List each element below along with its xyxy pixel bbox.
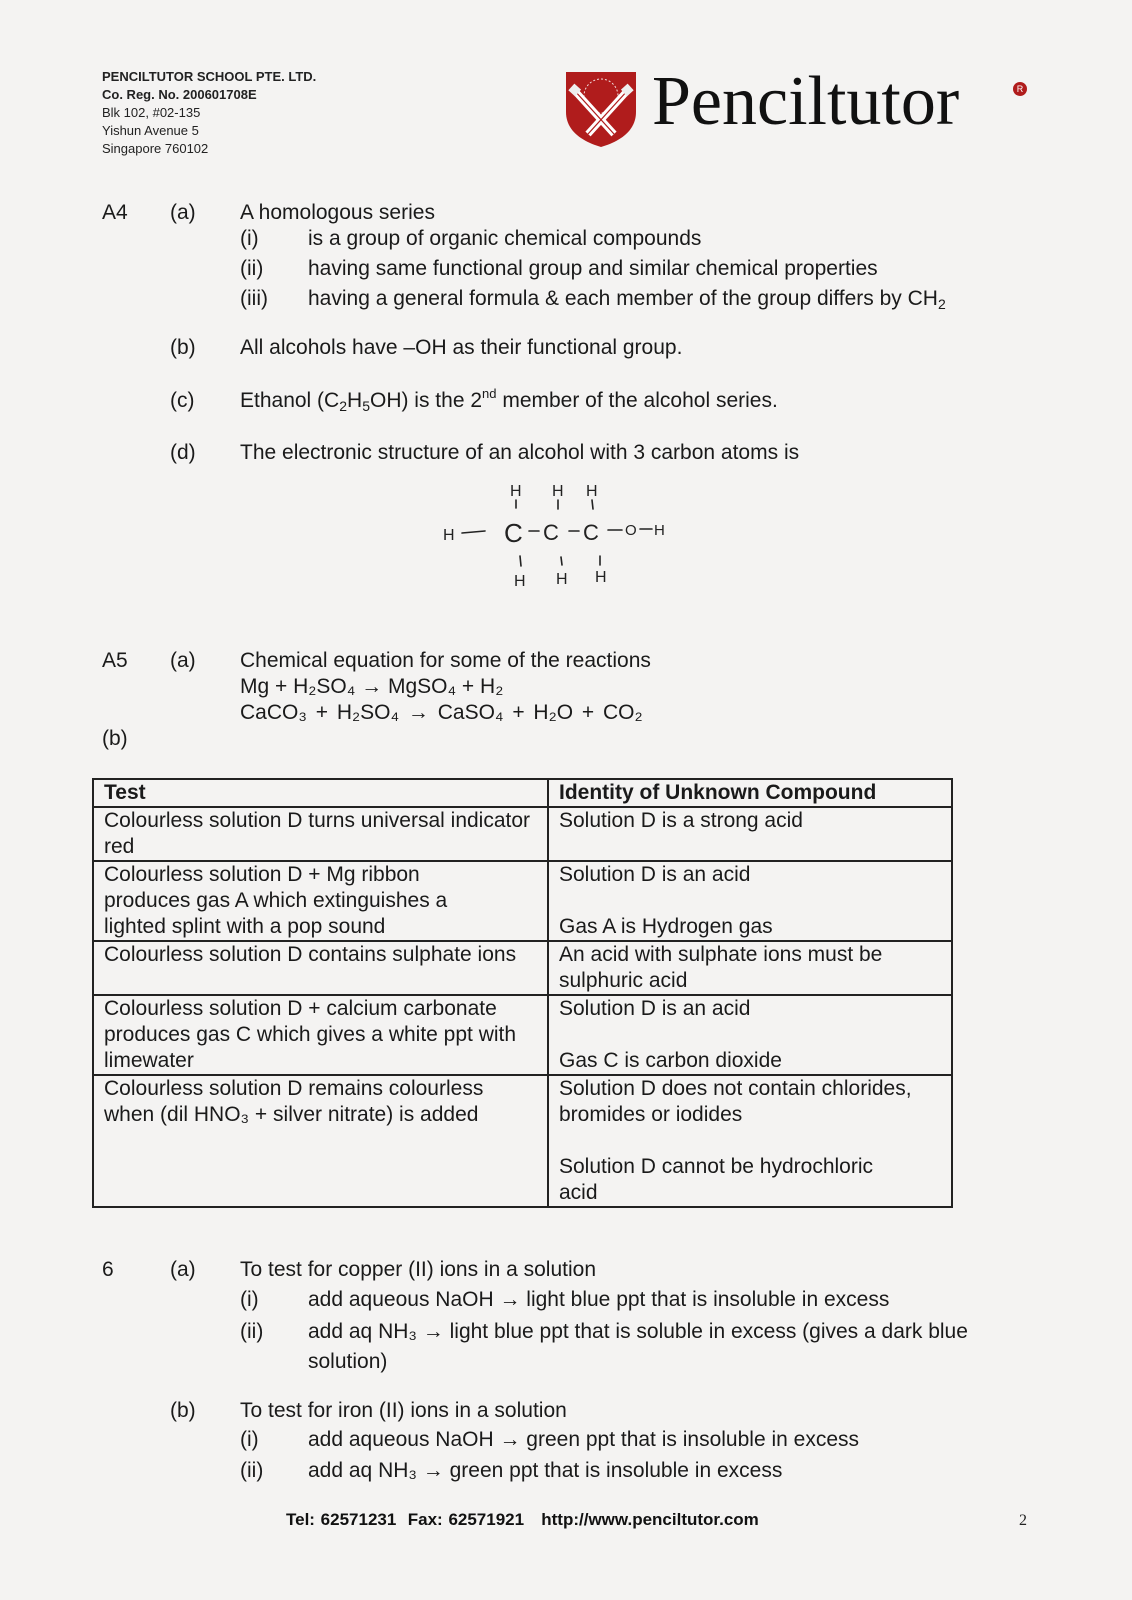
propanol-structure-diagram (440, 478, 690, 598)
question-number-a4: A4 (102, 201, 128, 224)
table-row (93, 807, 952, 861)
q6-a-item-2-cont: solution) (308, 1350, 388, 1373)
a4-a-label: (a) (170, 201, 196, 224)
logo-wordmark: Penciltutor (652, 63, 960, 140)
a4-a-text: A homologous series (240, 201, 435, 224)
question-number-a5: A5 (102, 649, 128, 672)
q6-b-label: (b) (170, 1399, 196, 1422)
pencil-shield-logo-icon (562, 68, 640, 148)
identity-cell (548, 1075, 952, 1207)
table-row (93, 861, 952, 941)
a4-d-label: (d) (170, 441, 196, 464)
a4-a-item-2-num: (ii) (240, 257, 264, 280)
q6-a-item-2-num: (ii) (240, 1320, 264, 1343)
identity-text: Solution D is an acid (559, 997, 751, 1020)
a4-a-item-1-num: (i) (240, 227, 259, 250)
column-header-identity: Identity of Unknown Compound (548, 779, 952, 807)
identity-text: Solution D is a strong acid (559, 809, 803, 832)
a5-a-text: Chemical equation for some of the reactions (240, 649, 651, 672)
chain-h-right: H (654, 522, 665, 539)
a4-a-item-3-text: having a general formula & each member of the group differs by CH (308, 287, 938, 310)
h-top-3: H (586, 483, 598, 500)
a5-a-label: (a) (170, 649, 196, 672)
q6-b-item-1-text: add aqueous NaOH → green ppt that is insoluble in excess (308, 1428, 859, 1451)
identity-text: Gas C is carbon dioxide (559, 1049, 782, 1072)
test-cell: Colourless solution D + calcium carbonate produces gas C which gives a white ppt with limewater (93, 995, 548, 1075)
q6-a-item-1-text: add aqueous NaOH → light blue ppt that is insoluble in excess (308, 1288, 890, 1311)
test-cell: Colourless solution D remains colourless when (dil HNO₃ + silver nitrate) is added (93, 1075, 548, 1207)
chain-c-3: C (583, 520, 599, 545)
q6-b-item-2-num: (ii) (240, 1459, 264, 1482)
h-bottom-3: H (595, 569, 607, 586)
a4-d-text: The electronic structure of an alcohol with 3 carbon atoms is (240, 441, 800, 464)
address-line-1: Blk 102, #02-135 (102, 105, 201, 120)
h-top-1: H (510, 483, 522, 500)
a4-b-label: (b) (170, 336, 196, 359)
table-header-row (93, 779, 952, 807)
a5-b-label: (b) (102, 727, 128, 750)
a4-c-label: (c) (170, 389, 195, 412)
a4-c-text (240, 388, 778, 414)
q6-b-text: To test for iron (II) ions in a solution (240, 1399, 567, 1422)
identity-cell (548, 861, 952, 941)
chain-c-1: C (504, 518, 523, 548)
table-row (93, 941, 952, 995)
column-header-test: Test (93, 779, 548, 807)
table-row (93, 1075, 952, 1207)
identity-text: Gas A is Hydrogen gas (559, 915, 773, 938)
footer-contact: Tel: 62571231 Fax: 62571921 http://www.penciltutor.com (286, 1510, 759, 1529)
identity-cell (548, 807, 952, 861)
a4-a-item-2-text: having same functional group and similar chemical properties (308, 257, 878, 280)
company-info (102, 68, 316, 158)
question-number-6: 6 (102, 1258, 114, 1281)
test-cell: Colourless solution D contains sulphate ions (93, 941, 548, 995)
page-number: 2 (1019, 1512, 1027, 1529)
a4-c-mid2: OH) is the 2 (369, 389, 483, 412)
identity-text: Solution D cannot be hydrochloric acid (559, 1155, 874, 1204)
a4-c-pre: Ethanol (C (240, 389, 340, 412)
h-top-2: H (552, 483, 564, 500)
chain-h-left: H (443, 527, 455, 544)
test-cell: Colourless solution D + Mg ribbon produces gas A which extinguishes a lighted splint with a pop sound (93, 861, 548, 941)
table-row (93, 995, 952, 1075)
identity-cell (548, 941, 952, 995)
test-identity-table (92, 778, 953, 1208)
chain-o: O (625, 522, 637, 539)
a4-c-sub1: 2 (339, 398, 348, 414)
a4-a-item-1-text: is a group of organic chemical compounds (308, 227, 702, 250)
a4-a-item-3-num: (iii) (240, 287, 268, 310)
a4-c-post: member of the alcohol series. (496, 389, 778, 412)
company-reg-no: Co. Reg. No. 200601708E (102, 87, 257, 102)
a4-c-sup: nd (482, 386, 497, 401)
q6-a-item-2-text: add aq NH₃ → light blue ppt that is soluble in excess (gives a dark blue (308, 1320, 968, 1343)
identity-cell (548, 995, 952, 1075)
identity-text: An acid with sulphate ions must be sulphuric acid (559, 943, 883, 992)
identity-text: Solution D is an acid (559, 863, 751, 886)
q6-a-label: (a) (170, 1258, 196, 1281)
chain-c-2: C (543, 520, 559, 545)
ch2-subscript: 2 (937, 296, 946, 312)
identity-text: Solution D does not contain chlorides, bromides or iodides (559, 1077, 912, 1126)
q6-a-item-1-num: (i) (240, 1288, 259, 1311)
equation-2: CaCO₃ + H₂SO₄ → CaSO₄ + H₂O + CO₂ (240, 701, 643, 724)
test-cell: Colourless solution D turns universal indicator red (93, 807, 548, 861)
address-line-2: Yishun Avenue 5 (102, 123, 199, 138)
q6-b-item-2-text: add aq NH₃ → green ppt that is insoluble in excess (308, 1459, 783, 1482)
registered-mark-icon: R (1013, 82, 1027, 96)
equation-1: Mg + H₂SO₄ → MgSO₄ + H₂ (240, 675, 504, 698)
address-line-3: Singapore 760102 (102, 141, 209, 156)
q6-a-text: To test for copper (II) ions in a solution (240, 1258, 597, 1281)
a4-c-mid1: H (347, 389, 363, 412)
a4-b-text: All alcohols have –OH as their functional group. (240, 336, 683, 359)
a4-a-item-3 (308, 286, 946, 312)
h-bottom-2: H (556, 571, 568, 588)
a4-c-sub2: 5 (362, 398, 370, 414)
company-name: PENCILTUTOR SCHOOL PTE. LTD. (102, 69, 317, 84)
h-bottom-1: H (514, 573, 526, 590)
q6-b-item-1-num: (i) (240, 1428, 259, 1451)
